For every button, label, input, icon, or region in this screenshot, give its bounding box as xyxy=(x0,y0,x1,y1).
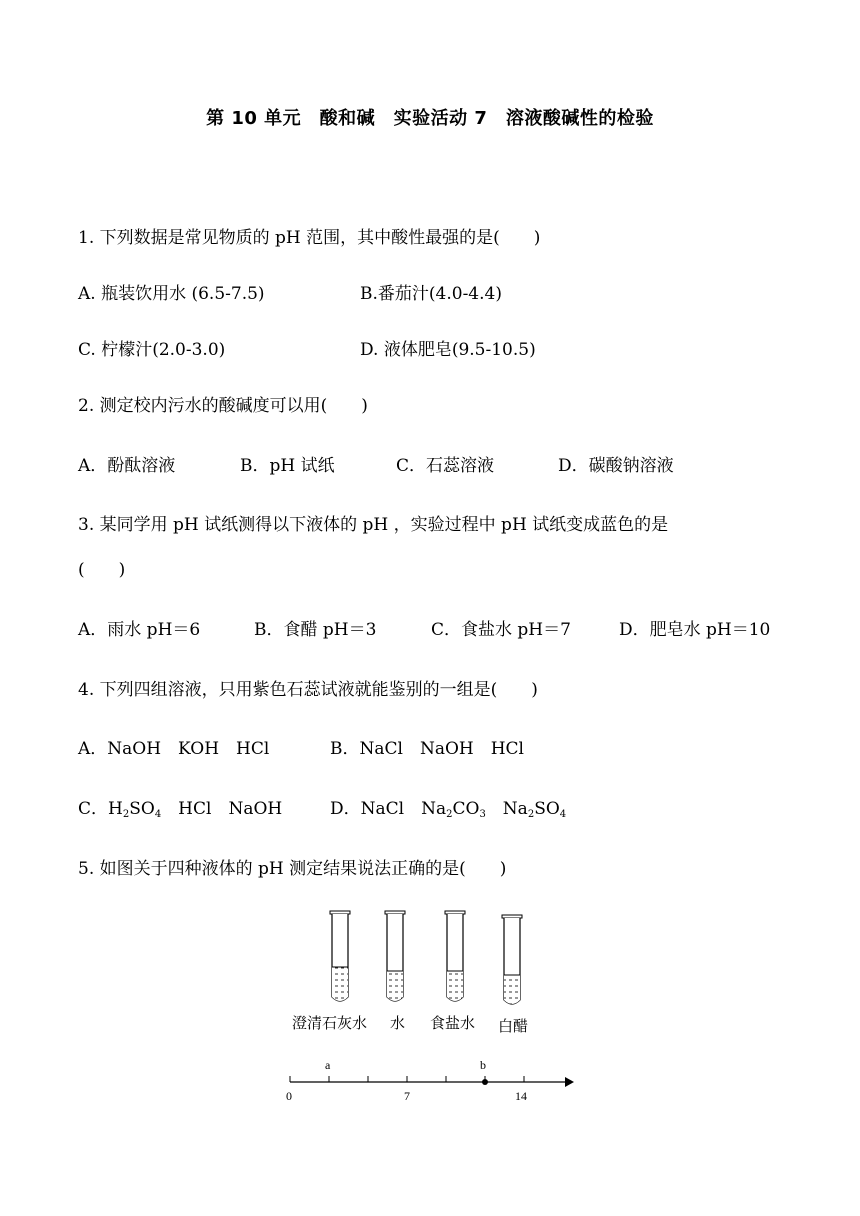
axis-tick-14: 14 xyxy=(515,1089,527,1103)
question-4-options-row-2 xyxy=(78,797,778,821)
question-1-options-row-1 xyxy=(78,282,778,306)
option-c: C. 柠檬汁(2.0-3.0) xyxy=(78,340,226,360)
question-5-stem: 5. 如图关于四种液体的 pH 测定结果说法正确的是( ) xyxy=(78,859,507,879)
option-a: A. 瓶装饮用水 (6.5-7.5) xyxy=(78,284,265,304)
question-4-stem: 4. 下列四组溶液，只用紫色石蕊试液就能鉴别的一组是( ) xyxy=(78,680,538,700)
tube-label-3: 食盐水 xyxy=(430,1014,476,1032)
test-tube-limewater xyxy=(330,911,350,1001)
option-a: A．雨水 pH＝6 xyxy=(78,620,201,640)
test-tube-white-vinegar xyxy=(502,915,522,1004)
option-b: B．NaCl NaOH HCl xyxy=(330,739,524,759)
question-3-options xyxy=(78,618,788,642)
option-a: A．酚酞溶液 xyxy=(78,456,176,476)
option-c: C．食盐水 pH＝7 xyxy=(431,620,571,640)
question-1-stem: 1. 下列数据是常见物质的 pH 范围，其中酸性最强的是( ) xyxy=(78,228,541,248)
option-d: D. 液体肥皂(9.5-10.5) xyxy=(360,340,536,360)
option-b: B.番茄汁(4.0-4.4) xyxy=(360,284,502,304)
tube-label-2: 水 xyxy=(390,1014,406,1032)
tube-label-1: 澄清石灰水 xyxy=(292,1014,368,1032)
axis-mark-a: a xyxy=(325,1058,331,1072)
axis-tick-7: 7 xyxy=(404,1089,410,1103)
point-b xyxy=(482,1079,488,1085)
axis-tick-0: 0 xyxy=(286,1089,292,1103)
option-b: B．食醋 pH＝3 xyxy=(254,620,377,640)
question-2-stem: 2. 测定校内污水的酸碱度可以用( ) xyxy=(78,396,368,416)
ph-figure xyxy=(280,905,580,1105)
test-tube-water xyxy=(385,911,405,1001)
question-4-options-row-1 xyxy=(78,737,778,761)
option-d: D．NaCl $Na_2CO_3$ $Na_2SO_4$ xyxy=(330,799,567,820)
option-d: D．碳酸钠溶液 xyxy=(558,456,674,476)
option-b: B．pH 试纸 xyxy=(240,456,335,476)
option-c: C．石蕊溶液 xyxy=(396,456,495,476)
question-3-stem-line-1: 3. 某同学用 pH 试纸测得以下液体的 pH ，实验过程中 pH 试纸变成蓝色的是 xyxy=(78,515,669,535)
test-tube-salt-water xyxy=(445,911,465,1001)
option-c: C．$H_2SO_4$ HCl NaOH xyxy=(78,799,283,820)
test-tubes-and-ph-scale xyxy=(280,905,580,1105)
axis-mark-b: b xyxy=(480,1058,486,1072)
question-3-stem-line-2: ( ) xyxy=(78,560,126,580)
ph-number-line xyxy=(290,1076,574,1087)
tube-label-4: 白醋 xyxy=(498,1017,529,1035)
page-title: 第 10 单元 酸和碱 实验活动 7 溶液酸碱性的检验 xyxy=(206,108,654,129)
option-a: A．NaOH KOH HCl xyxy=(78,739,270,759)
option-d: D．肥皂水 pH＝10 xyxy=(619,620,771,640)
question-1-options-row-2 xyxy=(78,338,778,362)
question-2-options xyxy=(78,454,778,478)
